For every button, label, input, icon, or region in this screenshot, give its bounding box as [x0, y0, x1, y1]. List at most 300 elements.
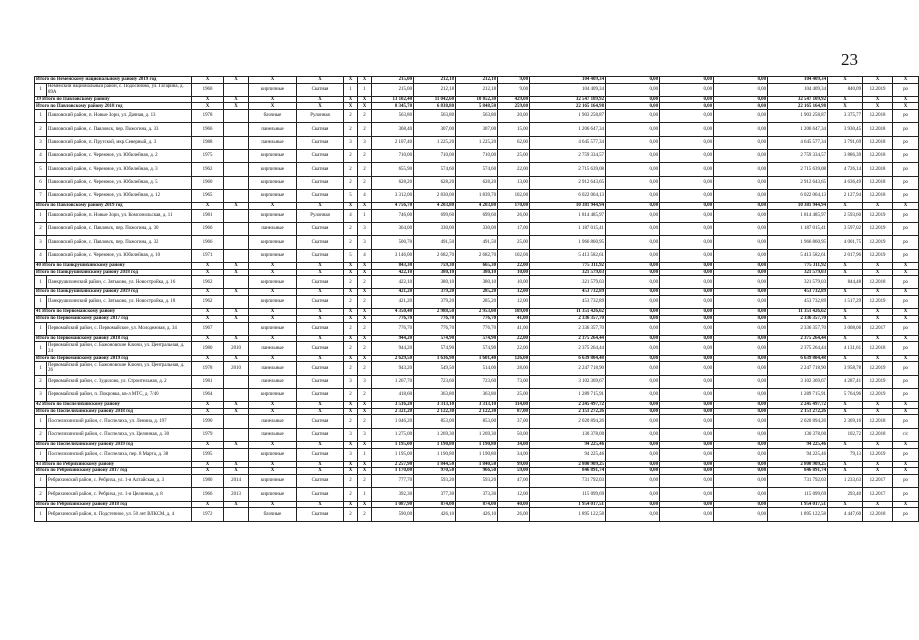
row-number: 3: [35, 388, 47, 401]
table-cell: [224, 236, 249, 249]
table-cell: 364,00: [372, 223, 414, 236]
table-cell: 12.2019: [863, 296, 893, 309]
total-row: [35, 501, 919, 508]
table-cell: 2 375 264,44: [768, 335, 828, 342]
table-cell: 215,00: [372, 77, 414, 84]
table-cell: 0,00: [606, 428, 660, 441]
table-cell: [224, 415, 249, 428]
table-cell: X: [358, 461, 372, 468]
table-cell: 2 247 718,90: [768, 362, 828, 375]
table-cell: X: [893, 77, 919, 84]
table-cell: 2010: [224, 362, 249, 375]
table-cell: X: [828, 96, 863, 103]
row-number: 2: [35, 428, 47, 441]
table-cell: 1960: [192, 176, 224, 189]
table-cell: [224, 176, 249, 189]
table-cell: 4 636,49: [828, 176, 863, 189]
table-cell: X: [297, 203, 344, 210]
table-cell: 104 409,34: [768, 77, 828, 84]
table-cell: X: [893, 468, 919, 475]
table-cell: ро: [893, 110, 919, 123]
table-cell: 0,00: [714, 322, 768, 335]
table-cell: 115 099,69: [768, 488, 828, 501]
table-cell: X: [863, 103, 893, 110]
table-cell: 574,60: [456, 163, 498, 176]
table-cell: кирпичные: [249, 322, 297, 335]
table-cell: 0,00: [660, 296, 714, 309]
table-cell: 1 954 017,51: [530, 501, 606, 508]
table-cell: 4 645 577,34: [530, 136, 606, 149]
table-cell: 2 759 334,57: [768, 149, 828, 162]
table-cell: [224, 428, 249, 441]
table-cell: 2 151 272,26: [530, 408, 606, 415]
table-cell: 2: [358, 388, 372, 401]
table-cell: Скатная: [297, 428, 344, 441]
table-cell: 12.2018: [863, 176, 893, 189]
table-cell: [224, 123, 249, 136]
table-cell: X: [863, 441, 893, 448]
table-cell: X: [344, 103, 358, 110]
table-cell: [224, 296, 249, 309]
row-number: 4: [35, 249, 47, 262]
table-cell: 421,20: [372, 296, 414, 309]
table-cell: 22,00: [498, 342, 530, 355]
table-cell: 0,00: [660, 468, 714, 475]
table-cell: 2014: [224, 475, 249, 488]
table-cell: 593,20: [456, 475, 498, 488]
table-cell: X: [249, 468, 297, 475]
table-cell: панельные: [249, 375, 297, 388]
table-cell: 2: [344, 176, 358, 189]
table-cell: 2: [344, 388, 358, 401]
table-cell: 0,00: [660, 415, 714, 428]
total-label: Итого по Панкрушихинскому району 2019 год: [35, 289, 192, 296]
table-cell: 3 516,20: [372, 402, 414, 409]
table-cell: X: [192, 441, 224, 448]
table-cell: X: [224, 309, 249, 316]
table-cell: 0,00: [714, 96, 768, 103]
table-cell: 115 099,69: [530, 488, 606, 501]
table-row: [35, 448, 919, 461]
table-cell: X: [249, 77, 297, 84]
table-cell: [224, 110, 249, 123]
table-cell: 0,00: [714, 448, 768, 461]
table-cell: 1995: [192, 448, 224, 461]
table-cell: 0,00: [606, 176, 660, 189]
table-cell: X: [828, 335, 863, 342]
table-cell: 1978: [192, 362, 224, 375]
table-cell: 215,00: [372, 83, 414, 96]
table-cell: X: [358, 103, 372, 110]
table-cell: X: [358, 203, 372, 210]
table-cell: 1 903 258,87: [768, 110, 828, 123]
table-cell: X: [828, 77, 863, 84]
table-cell: X: [192, 269, 224, 276]
table-cell: кирпичные: [249, 388, 297, 401]
table-cell: 5 413 582,61: [530, 249, 606, 262]
table-cell: 1 190,80: [414, 448, 456, 461]
table-cell: 2: [358, 415, 372, 428]
table-cell: 0,00: [606, 322, 660, 335]
table-cell: 2 321,20: [372, 408, 414, 415]
table-cell: X: [828, 203, 863, 210]
total-row: [35, 203, 919, 210]
table-cell: X: [249, 269, 297, 276]
table-cell: 0,00: [606, 236, 660, 249]
table-cell: X: [863, 96, 893, 103]
table-cell: X: [358, 402, 372, 409]
table-cell: 1966: [192, 123, 224, 136]
table-cell: X: [297, 96, 344, 103]
table-cell: кирпичные: [249, 249, 297, 262]
table-cell: X: [863, 203, 893, 210]
table-cell: 1 267,70: [372, 375, 414, 388]
table-cell: X: [344, 203, 358, 210]
table-cell: 0,00: [714, 415, 768, 428]
table-cell: 0,00: [660, 355, 714, 362]
table-cell: X: [893, 309, 919, 316]
table-cell: 1967: [192, 322, 224, 335]
table-cell: Скатная: [297, 475, 344, 488]
table-row: [35, 236, 919, 249]
table-cell: 590,00: [372, 508, 414, 521]
table-cell: 1 233,63: [828, 475, 863, 488]
table-cell: X: [297, 309, 344, 316]
table-cell: 12.2018: [863, 342, 893, 355]
table-cell: 2 122,30: [414, 408, 456, 415]
table-cell: 3 930,45: [828, 123, 863, 136]
table-cell: 10 381 944,94: [530, 203, 606, 210]
table-cell: 574,90: [414, 335, 456, 342]
table-cell: 330,00: [456, 223, 498, 236]
table-cell: 0,00: [660, 77, 714, 84]
table-cell: 2 336 357,70: [530, 322, 606, 335]
table-cell: 1960: [192, 83, 224, 96]
table-cell: кирпичные: [249, 448, 297, 461]
table-cell: Скатная: [297, 223, 344, 236]
table-cell: 0,00: [660, 441, 714, 448]
table-cell: X: [358, 355, 372, 362]
table-cell: X: [344, 355, 358, 362]
table-cell: 0,00: [606, 96, 660, 103]
row-number: 1: [35, 448, 47, 461]
table-cell: 846 891,74: [530, 468, 606, 475]
table-cell: 102,72: [828, 428, 863, 441]
address-cell: Первомайский район, с. Зудилово, ул. Строительная, д. 2: [47, 375, 192, 388]
table-cell: 25,00: [498, 149, 530, 162]
table-cell: кирпичные: [249, 276, 297, 289]
table-cell: 2: [344, 123, 358, 136]
table-cell: 34,00: [498, 448, 530, 461]
total-label: Итого по Поспелихинскому району 2019 год: [35, 441, 192, 448]
table-cell: 379,20: [414, 289, 456, 296]
table-cell: 4 203,80: [414, 203, 456, 210]
table-cell: 966,50: [456, 468, 498, 475]
table-cell: 59,00: [498, 468, 530, 475]
table-cell: X: [893, 289, 919, 296]
total-row: [35, 262, 919, 269]
table-cell: Скатная: [297, 342, 344, 355]
table-cell: X: [249, 96, 297, 103]
table-cell: X: [297, 269, 344, 276]
table-cell: X: [358, 77, 372, 84]
table-cell: 0,00: [714, 315, 768, 322]
table-cell: 1 170,00: [372, 468, 414, 475]
table-cell: X: [297, 408, 344, 415]
table-cell: 2 715 639,08: [530, 163, 606, 176]
table-cell: 0,00: [606, 408, 660, 415]
table-cell: кирпичные: [249, 236, 297, 249]
table-cell: 3 375,77: [828, 110, 863, 123]
table-cell: ро: [893, 475, 919, 488]
table-cell: 373,30: [456, 488, 498, 501]
table-cell: 874,00: [414, 501, 456, 508]
address-cell: Поспелихинский район, с. Поспелиха, ул. Целинная, д. 30: [47, 428, 192, 441]
table-cell: 0,00: [606, 223, 660, 236]
table-cell: 5 413 582,61: [768, 249, 828, 262]
row-number: 3: [35, 136, 47, 149]
table-cell: ро: [893, 448, 919, 461]
table-cell: 12.2019: [863, 388, 893, 401]
table-cell: [224, 322, 249, 335]
table-cell: 0,00: [606, 468, 660, 475]
table-cell: X: [893, 501, 919, 508]
table-cell: 0,00: [660, 163, 714, 176]
table-cell: 776,70: [414, 322, 456, 335]
table-cell: 12.2019: [863, 362, 893, 375]
table-cell: 1 225,20: [414, 136, 456, 149]
table-cell: X: [192, 96, 224, 103]
total-label: 41 Итого по Первомайскому району: [35, 309, 192, 316]
table-cell: 10 052,30: [456, 96, 498, 103]
table-cell: 0,00: [606, 501, 660, 508]
table-cell: X: [224, 289, 249, 296]
table-cell: 723,60: [456, 375, 498, 388]
table-cell: X: [863, 262, 893, 269]
table-cell: 0,00: [660, 362, 714, 375]
total-label: Итого по Поспелихинскому району 2018 год: [35, 408, 192, 415]
table-cell: 32 547 109,92: [530, 96, 606, 103]
total-label: Итого по Панкрушихинскому району 2018 год: [35, 269, 192, 276]
table-cell: 0,00: [606, 83, 660, 96]
table-cell: 0,00: [714, 388, 768, 401]
table-cell: 12.2018: [863, 136, 893, 149]
table-cell: 0,00: [606, 388, 660, 401]
table-cell: 0,00: [714, 309, 768, 316]
table-cell: 0,00: [660, 262, 714, 269]
table-cell: панельные: [249, 362, 297, 375]
table-cell: X: [828, 315, 863, 322]
table-cell: X: [297, 103, 344, 110]
table-cell: 1 187 015,41: [530, 223, 606, 236]
table-cell: 6 639 804,48: [530, 355, 606, 362]
table-cell: ро: [893, 136, 919, 149]
table-cell: X: [344, 335, 358, 342]
table-cell: 3: [358, 375, 372, 388]
table-cell: 0,00: [660, 110, 714, 123]
table-cell: ро: [893, 123, 919, 136]
table-cell: 574,90: [456, 342, 498, 355]
table-cell: 0,00: [606, 309, 660, 316]
table-cell: 0,00: [606, 402, 660, 409]
table-cell: 1966: [192, 223, 224, 236]
table-cell: 2 715 639,08: [768, 163, 828, 176]
table-cell: 853,00: [456, 415, 498, 428]
table-cell: X: [358, 335, 372, 342]
table-cell: 212,18: [414, 83, 456, 96]
table-row: [35, 428, 919, 441]
table-cell: 453 732,89: [768, 289, 828, 296]
table-cell: 4 001,75: [828, 236, 863, 249]
table-cell: X: [297, 402, 344, 409]
table-cell: 6 022 064,13: [768, 189, 828, 202]
table-cell: 1980: [192, 475, 224, 488]
table-cell: ро: [893, 189, 919, 202]
table-cell: 2 629,50: [372, 355, 414, 362]
table-cell: X: [863, 461, 893, 468]
table-cell: 102,00: [498, 249, 530, 262]
table-cell: 0,00: [660, 322, 714, 335]
table-cell: 2: [344, 362, 358, 375]
table-cell: 2 375 264,44: [530, 335, 606, 342]
table-cell: 2 020 894,26: [530, 415, 606, 428]
capital-repair-table: [34, 76, 919, 522]
table-cell: 1 046,20: [372, 415, 414, 428]
table-cell: 1 954 017,51: [768, 501, 828, 508]
table-cell: 874,00: [456, 501, 498, 508]
table-cell: 418,60: [372, 388, 414, 401]
table-cell: 943,20: [372, 362, 414, 375]
table-cell: 99,00: [498, 461, 530, 468]
table-cell: 0,00: [714, 335, 768, 342]
table-cell: 17,00: [498, 223, 530, 236]
table-cell: 104 409,34: [768, 83, 828, 96]
table-cell: X: [249, 335, 297, 342]
row-number: 1: [35, 342, 47, 355]
total-label: 43 Итого по Ребрихинскому району: [35, 461, 192, 468]
table-cell: 94 225,46: [530, 448, 606, 461]
table-cell: 776,70: [372, 315, 414, 322]
table-cell: Скатная: [297, 375, 344, 388]
table-cell: X: [192, 262, 224, 269]
row-number: 1: [35, 110, 47, 123]
table-cell: X: [893, 269, 919, 276]
table-cell: 2 682,70: [456, 249, 498, 262]
table-cell: 593,20: [414, 475, 456, 488]
row-number: 1: [35, 475, 47, 488]
table-cell: кирпичные: [249, 176, 297, 189]
table-cell: 37,00: [498, 415, 530, 428]
table-cell: 2: [344, 276, 358, 289]
table-cell: X: [224, 461, 249, 468]
table-cell: X: [249, 461, 297, 468]
table-cell: X: [224, 315, 249, 322]
table-cell: 1981: [192, 209, 224, 222]
table-cell: X: [893, 441, 919, 448]
table-cell: ро: [893, 342, 919, 355]
table-cell: 104 409,34: [530, 83, 606, 96]
table-cell: X: [863, 402, 893, 409]
table-row: [35, 415, 919, 428]
table-cell: 0,00: [660, 189, 714, 202]
table-row: [35, 209, 919, 222]
table-cell: 4 447,60: [828, 508, 863, 521]
table-cell: X: [224, 335, 249, 342]
table-cell: 22,00: [498, 335, 530, 342]
table-cell: 0,00: [714, 508, 768, 521]
table-cell: X: [192, 103, 224, 110]
table-cell: X: [224, 103, 249, 110]
table-cell: X: [297, 262, 344, 269]
total-row: [35, 355, 919, 362]
table-cell: [224, 508, 249, 521]
table-cell: Скатная: [297, 176, 344, 189]
table-cell: Рулонная: [297, 110, 344, 123]
table-cell: [224, 189, 249, 202]
table-cell: 1: [358, 209, 372, 222]
table-cell: Скатная: [297, 136, 344, 149]
table-cell: 777,70: [372, 475, 414, 488]
table-cell: 22,00: [498, 163, 530, 176]
table-cell: Скатная: [297, 163, 344, 176]
table-cell: Скатная: [297, 296, 344, 309]
table-cell: 723,60: [414, 375, 456, 388]
table-cell: 0,00: [714, 501, 768, 508]
table-cell: 40,00: [498, 501, 530, 508]
table-row: [35, 475, 919, 488]
table-cell: X: [249, 402, 297, 409]
table-cell: 1964: [192, 388, 224, 401]
address-cell: Павловский район, п. Прутской, мкр.Северный, д. 3: [47, 136, 192, 149]
address-cell: Ребрихинский район, с. Ребриха, ул. 1-я Алтайская, д. 3: [47, 475, 192, 488]
table-cell: 5 848,50: [456, 103, 498, 110]
table-cell: 12.2019: [863, 223, 893, 236]
table-cell: 453 732,89: [530, 296, 606, 309]
table-cell: [224, 276, 249, 289]
total-label: Итого по Первомайскому району 2019 год: [35, 355, 192, 362]
table-cell: 426,10: [414, 508, 456, 521]
table-cell: 846 891,74: [768, 468, 828, 475]
table-cell: 426,10: [456, 508, 498, 521]
table-cell: 3: [358, 223, 372, 236]
table-cell: X: [863, 408, 893, 415]
address-cell: Первомайский район, п. Покровка, кв-л МТС, д. 7/40: [47, 388, 192, 401]
table-cell: X: [893, 103, 919, 110]
table-cell: 0,00: [606, 189, 660, 202]
table-cell: 1962: [192, 296, 224, 309]
table-cell: 563,80: [414, 110, 456, 123]
table-cell: X: [192, 315, 224, 322]
table-cell: X: [224, 468, 249, 475]
table-cell: Скатная: [297, 276, 344, 289]
table-cell: 840,09: [828, 83, 863, 96]
table-cell: 0,00: [606, 461, 660, 468]
table-cell: 9,00: [498, 83, 530, 96]
table-cell: 259,00: [498, 103, 530, 110]
table-cell: 0,00: [660, 203, 714, 210]
table-cell: 380,10: [414, 276, 456, 289]
table-cell: 2: [358, 276, 372, 289]
table-cell: кирпичные: [249, 296, 297, 309]
table-cell: 2: [344, 488, 358, 501]
table-cell: 12,00: [498, 296, 530, 309]
table-cell: 6 022 064,13: [530, 189, 606, 202]
table-cell: 8 345,70: [372, 103, 414, 110]
table-cell: 1966: [192, 488, 224, 501]
table-cell: 0,00: [606, 448, 660, 461]
total-label: Итого по Первомайскому району 2018 год: [35, 335, 192, 342]
table-cell: 321 579,03: [530, 269, 606, 276]
